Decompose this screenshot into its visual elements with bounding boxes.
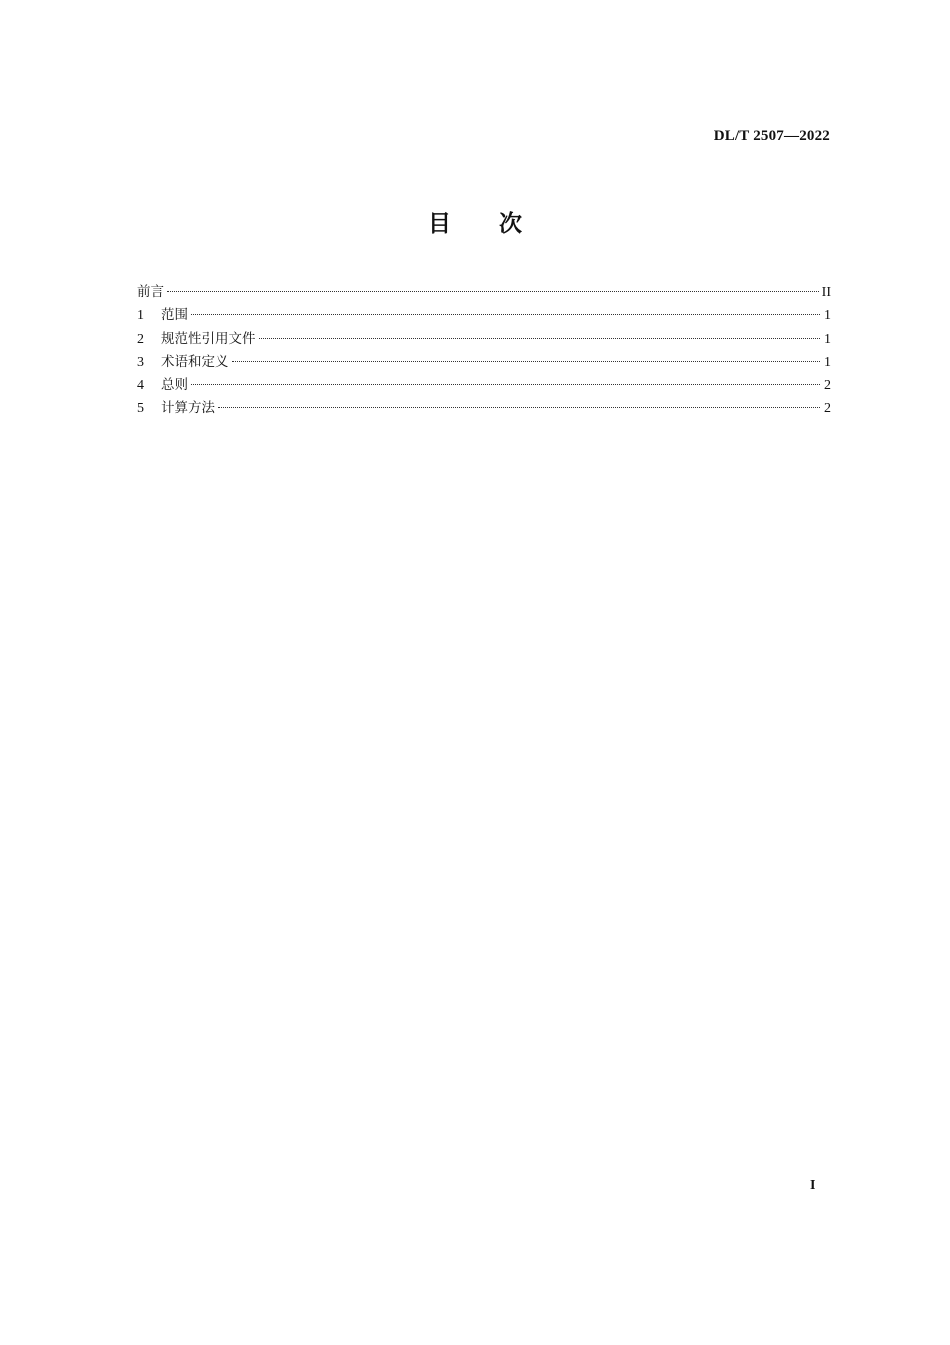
toc-entry-calculation-method[interactable] xyxy=(137,396,831,419)
toc-entry-page: 1 xyxy=(824,354,831,370)
page-number: I xyxy=(810,1178,816,1193)
toc-entry-label: 规范性引用文件 xyxy=(161,330,256,347)
toc-entry-page: 1 xyxy=(824,308,831,324)
toc-entry-number: 5 xyxy=(137,401,144,417)
toc-entry-page: II xyxy=(821,285,831,300)
toc-leader-dots xyxy=(191,314,820,315)
toc-entry-label: 前言 xyxy=(137,284,164,300)
toc-leader-dots xyxy=(191,384,820,385)
toc-entry-page: 1 xyxy=(824,331,831,347)
document-code: DL/T 2507—2022 xyxy=(713,128,830,144)
toc-entry-label: 总则 xyxy=(161,377,188,394)
toc-entry-label: 计算方法 xyxy=(161,400,215,417)
table-of-contents xyxy=(137,280,831,420)
toc-leader-dots xyxy=(259,338,821,339)
page-title xyxy=(0,205,950,238)
toc-entry-label: 范围 xyxy=(161,307,188,324)
toc-entry-number: 2 xyxy=(137,331,144,347)
toc-entry-number: 4 xyxy=(137,378,144,394)
toc-entry-terms-definitions[interactable] xyxy=(137,350,831,373)
toc-entry-number: 3 xyxy=(137,354,144,370)
toc-entry-page: 2 xyxy=(824,401,831,417)
title-char-1: 目 xyxy=(428,211,451,237)
toc-leader-dots xyxy=(232,361,821,362)
toc-entry-normative-references[interactable] xyxy=(137,327,831,350)
toc-leader-dots xyxy=(167,291,819,292)
toc-entry-scope[interactable] xyxy=(137,303,831,326)
toc-entry-label: 术语和定义 xyxy=(161,353,229,370)
toc-entry-page: 2 xyxy=(824,378,831,394)
toc-entry-foreword[interactable] xyxy=(137,280,831,303)
toc-entry-general[interactable] xyxy=(137,373,831,396)
toc-leader-dots xyxy=(218,407,820,408)
title-char-2: 次 xyxy=(499,211,522,237)
toc-entry-number: 1 xyxy=(137,308,144,324)
